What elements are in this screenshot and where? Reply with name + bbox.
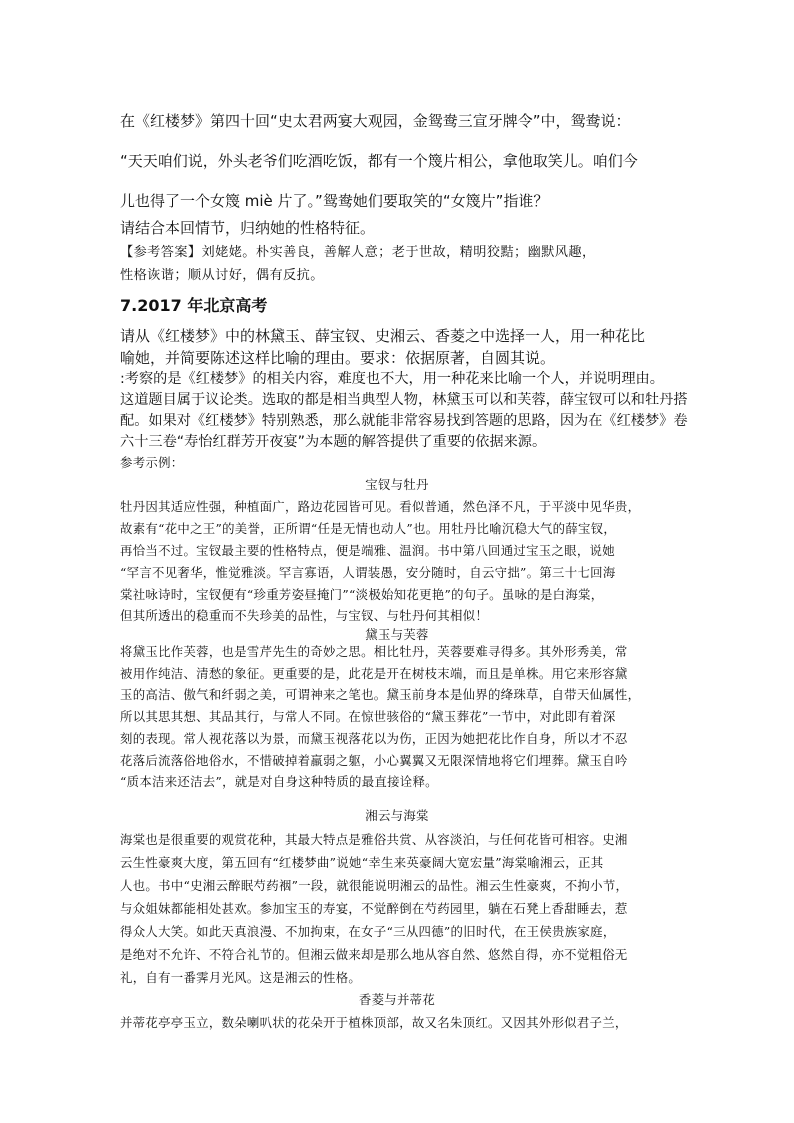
q6-answer-line-1: 【参考答案】刘姥姥。朴实善良，善解人意；老于世故，精明狡黠；幽默风趣，	[120, 245, 596, 260]
q7-line-3: :考察的是《红楼梦》的相关内容，难度也不大，用一种花来比喻一个人，并说明理由。	[120, 371, 664, 387]
q6-answer-line-2: 性格诙谐；顺从讨好，偶有反抗。	[120, 268, 324, 283]
q7-heading: 7.2017 年北京高考	[120, 296, 268, 315]
section-3-line-1: 海棠也是很重要的观赏花种，其最大特点是雅俗共赏、从容淡泊，与任何花皆可相容。史湘	[120, 832, 628, 847]
section-2-line-6: 花落后流落俗地俗水，不惜破掉着羸弱之躯，小心翼翼又无限深情地将它们埋葬。黛玉自吟	[120, 753, 628, 768]
section-2-line-1: 将黛玉比作芙蓉，也是雪芹先生的奇妙之思。相比牡丹，芙蓉要难寻得多。其外形秀美，常	[120, 644, 628, 659]
section-title-baochai: 宝钗与牡丹	[365, 477, 429, 492]
q6-line-2: “天天咱们说，外头老爷们吃酒吃饭，都有一个篾片相公，拿他取笑儿。咱们今	[120, 152, 638, 170]
section-title-xiangyun: 湘云与海棠	[365, 808, 429, 823]
section-3-line-2: 云生性豪爽大度，第五回有“红楼梦曲”说她“幸生来英豪阔大宽宏量”海棠喻湘云，正其	[120, 855, 604, 870]
section-2-line-2: 被用作纯洁、清愁的象征。更重要的是，此花是开在树枝末端，而且是单株。用它来形容黛	[120, 666, 628, 681]
q6-line-3: 儿也得了一个女篾 miè 片了。”鸳鸯她们要取笑的“女篾片”指谁？	[120, 192, 549, 210]
section-3-line-7: 礼，自有一番霁月光风。这是湘云的性格。	[120, 970, 362, 985]
section-title-daiyu: 黛玉与芙蓉	[365, 627, 429, 642]
section-2-line-7: “质本洁来还洁去”，就是对自身这种特质的最直接诠释。	[120, 774, 438, 789]
section-3-line-5: 得众人大笑。如此天真浪漫、不加拘束，在女子“三从四德”的旧时代，在王侯贵族家庭，	[120, 924, 616, 939]
q7-line-7: 参考示例：	[120, 455, 184, 470]
section-3-line-6: 是绝对不允许、不符合礼节的。但湘云做来却是那么地从容自然、悠然自得，亦不觉粗俗无	[120, 947, 628, 962]
q7-line-6: 六十三卷“寿怡红群芳开夜宴”为本题的解答提供了重要的依据来源。	[120, 434, 547, 450]
q7-line-4: 这道题目属于议论类。选取的都是相当典型人物，林黛玉可以和芙蓉，薛宝钗可以和牡丹搭	[120, 392, 688, 408]
section-2-line-4: 所以其思其想、其品其行，与常人不同。在惊世骇俗的“黛玉葬花”一节中，对此即有着深	[120, 709, 616, 724]
section-1-line-5: 棠社咏诗时，宝钗便有“珍重芳姿昼掩门”“淡极始知花更艳”的句子。虽咏的是白海棠，	[120, 587, 604, 602]
section-1-line-1: 牡丹因其适应性强，种植面广，路边花园皆可见。看似普通，然色泽不凡，于平淡中见华贵，	[120, 499, 641, 514]
section-1-line-3: 再恰当不过。宝钗最主要的性格特点，便是端雅、温润。书中第八回通过宝玉之眼，说她	[120, 543, 615, 558]
section-title-xiangling: 香菱与并蒂花	[358, 992, 436, 1007]
section-1-line-6: 但其所透出的稳重而不失珍美的品性，与宝钗、与牡丹何其相似！	[120, 608, 489, 623]
section-1-line-4: “罕言不见奢华，惟觉雅淡。罕言寡语，人谓装愚，安分随时，自云守拙”。第三十七回海	[120, 565, 616, 580]
q7-line-1: 请从《红楼梦》中的林黛玉、薛宝钗、史湘云、香菱之中选择一人，用一种花比	[120, 327, 646, 345]
section-4-line-1: 并蒂花亭亭玉立，数朵喇叭状的花朵开于植株顶部，故又名朱顶红。又因其外形似君子兰，	[120, 1015, 628, 1030]
q6-line-4: 请结合本回情节，归纳她的性格特征。	[120, 219, 376, 237]
q7-line-5: 配。如果对《红楼梦》特别熟悉，那么就能非常容易找到答题的思路，因为在《红楼梦》卷	[120, 413, 688, 429]
q7-line-2: 喻她，并简要陈述这样比喻的理由。要求：依据原著，自圆其说。	[120, 349, 556, 367]
section-1-line-2: 故素有“花中之王”的美誉，正所谓“任是无情也动人”也。用牡丹比喻沉稳大气的薛宝钗，	[120, 521, 617, 536]
section-3-line-4: 与众姐妹都能相处甚欢。参加宝玉的寿宴，不觉醉倒在芍药园里，躺在石凳上香甜睡去，惹	[120, 901, 628, 916]
section-2-line-5: 刻的表现。常人视花落以为景，而黛玉视落花以为伤，正因为她把花比作自身，所以才不忍	[120, 731, 628, 746]
q6-line-1: 在《红楼梦》第四十回“史太君两宴大观园，金鸳鸯三宣牙牌令”中，鸳鸯说：	[120, 112, 631, 130]
section-2-line-3: 玉的高洁、傲气和纤弱之美，可谓神来之笔也。黛玉前身本是仙界的绛珠草，自带天仙属性，	[120, 687, 641, 702]
section-3-line-3: 人也。书中“史湘云醉眠芍药裀”一段，就很能说明湘云的品性。湘云生性豪爽，不拘小节，	[120, 878, 629, 893]
